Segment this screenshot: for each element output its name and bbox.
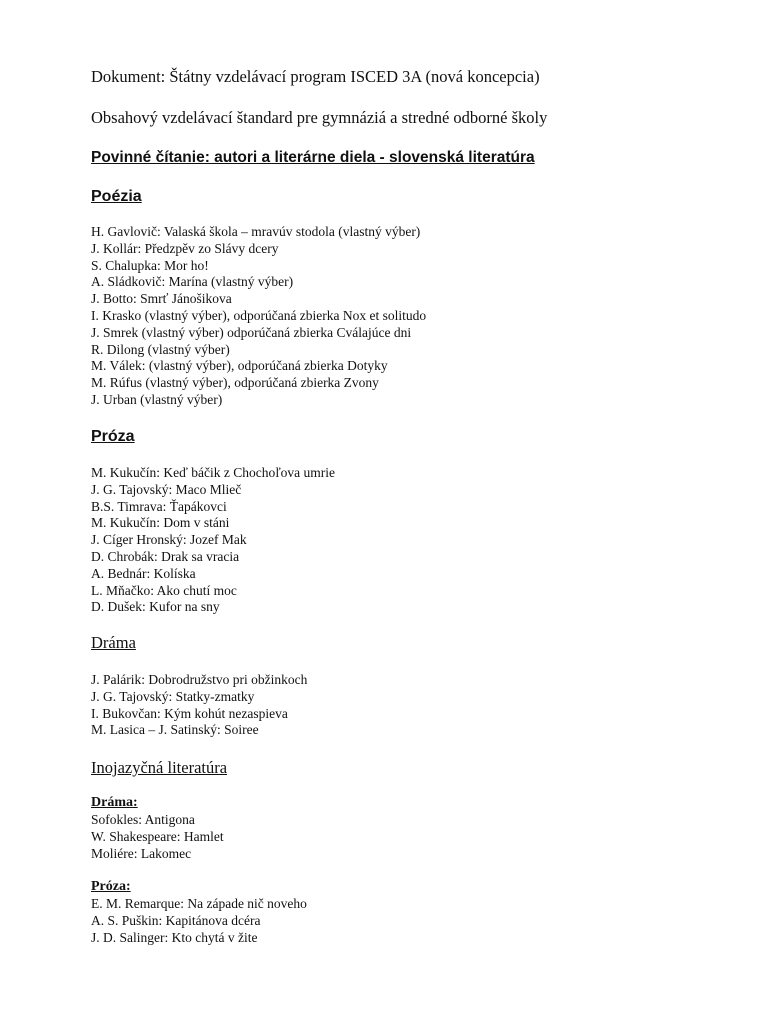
list-item: J. Smrek (vlastný výber) odporúčaná zbierka Cválajúce dni: [91, 324, 412, 340]
list-item: S. Chalupka: Mor ho!: [91, 257, 209, 273]
list-drama: [91, 672, 307, 739]
list-item: J. G. Tajovský: Statky-zmatky: [91, 688, 255, 704]
list-item: J. Botto: Smrť Jánošikova: [91, 291, 232, 307]
list-item: J. Kollár: Předzpěv zo Slávy dcery: [91, 240, 279, 256]
document-subtitle: Obsahový vzdelávací štandard pre gymnáziá a stredné odborné školy: [91, 108, 548, 127]
list-item: M. Válek: (vlastný výber), odporúčaná zbierka Dotyky: [91, 358, 388, 374]
list-foreign-drama: [91, 812, 224, 862]
list-item: J. Cíger Hronský: Jozef Mak: [91, 532, 247, 548]
list-item: M. Rúfus (vlastný výber), odporúčaná zbierka Zvony: [91, 375, 379, 391]
list-item: M. Lasica – J. Satinský: Soiree: [91, 722, 259, 738]
section-heading-drama: Dráma: [91, 633, 136, 652]
section-heading-poezia: Poézia: [91, 188, 142, 205]
list-item: W. Shakespeare: Hamlet: [91, 828, 224, 844]
list-item: D. Chrobák: Drak sa vracia: [91, 548, 240, 564]
list-item: I. Bukovčan: Kým kohút nezaspieva: [91, 705, 288, 721]
list-item: M. Kukučín: Dom v stáni: [91, 515, 230, 531]
list-item: A. Sládkovič: Marína (vlastný výber): [91, 274, 294, 290]
subheading-foreign-proza: Próza:: [91, 879, 131, 894]
list-item: R. Dilong (vlastný výber): [91, 341, 230, 357]
list-item: Sofokles: Antigona: [91, 812, 195, 827]
list-item: L. Mňačko: Ako chutí moc: [91, 582, 237, 598]
subheading-foreign-drama: Dráma:: [91, 795, 138, 810]
document-title: Dokument: Štátny vzdelávací program ISCED 3A (nová koncepcia): [91, 67, 540, 86]
list-item: J. G. Tajovský: Maco Mlieč: [91, 481, 242, 497]
list-foreign-proza: [91, 896, 307, 946]
list-item: B.S. Timrava: Ťapákovci: [91, 498, 227, 514]
list-item: H. Gavlovič: Valaská škola – mravúv stodola (vlastný výber): [91, 224, 421, 239]
list-item: J. Urban (vlastný výber): [91, 391, 223, 407]
list-item: Moliére: Lakomec: [91, 845, 192, 861]
list-proza: [91, 465, 335, 616]
list-item: J. Palárik: Dobrodružstvo pri obžinkoch: [91, 672, 308, 687]
list-item: M. Kukučín: Keď báčik z Chochoľova umrie: [91, 465, 336, 480]
list-item: J. D. Salinger: Kto chytá v žite: [91, 929, 258, 945]
list-item: I. Krasko (vlastný výber), odporúčaná zbierka Nox et solitudo: [91, 307, 427, 323]
section-heading-proza: Próza: [91, 428, 135, 445]
list-item: A. Bednár: Kolíska: [91, 565, 196, 581]
list-item: A. S. Puškin: Kapitánova dcéra: [91, 912, 261, 928]
list-item: E. M. Remarque: Na západe nič noveho: [91, 896, 307, 911]
list-item: D. Dušek: Kufor na sny: [91, 599, 220, 615]
list-poezia: [91, 224, 426, 409]
section-heading-inojazycna: Inojazyčná literatúra: [91, 758, 228, 777]
reading-list-heading: Povinné čítanie: autori a literárne diela - slovenská literatúra: [91, 149, 535, 166]
